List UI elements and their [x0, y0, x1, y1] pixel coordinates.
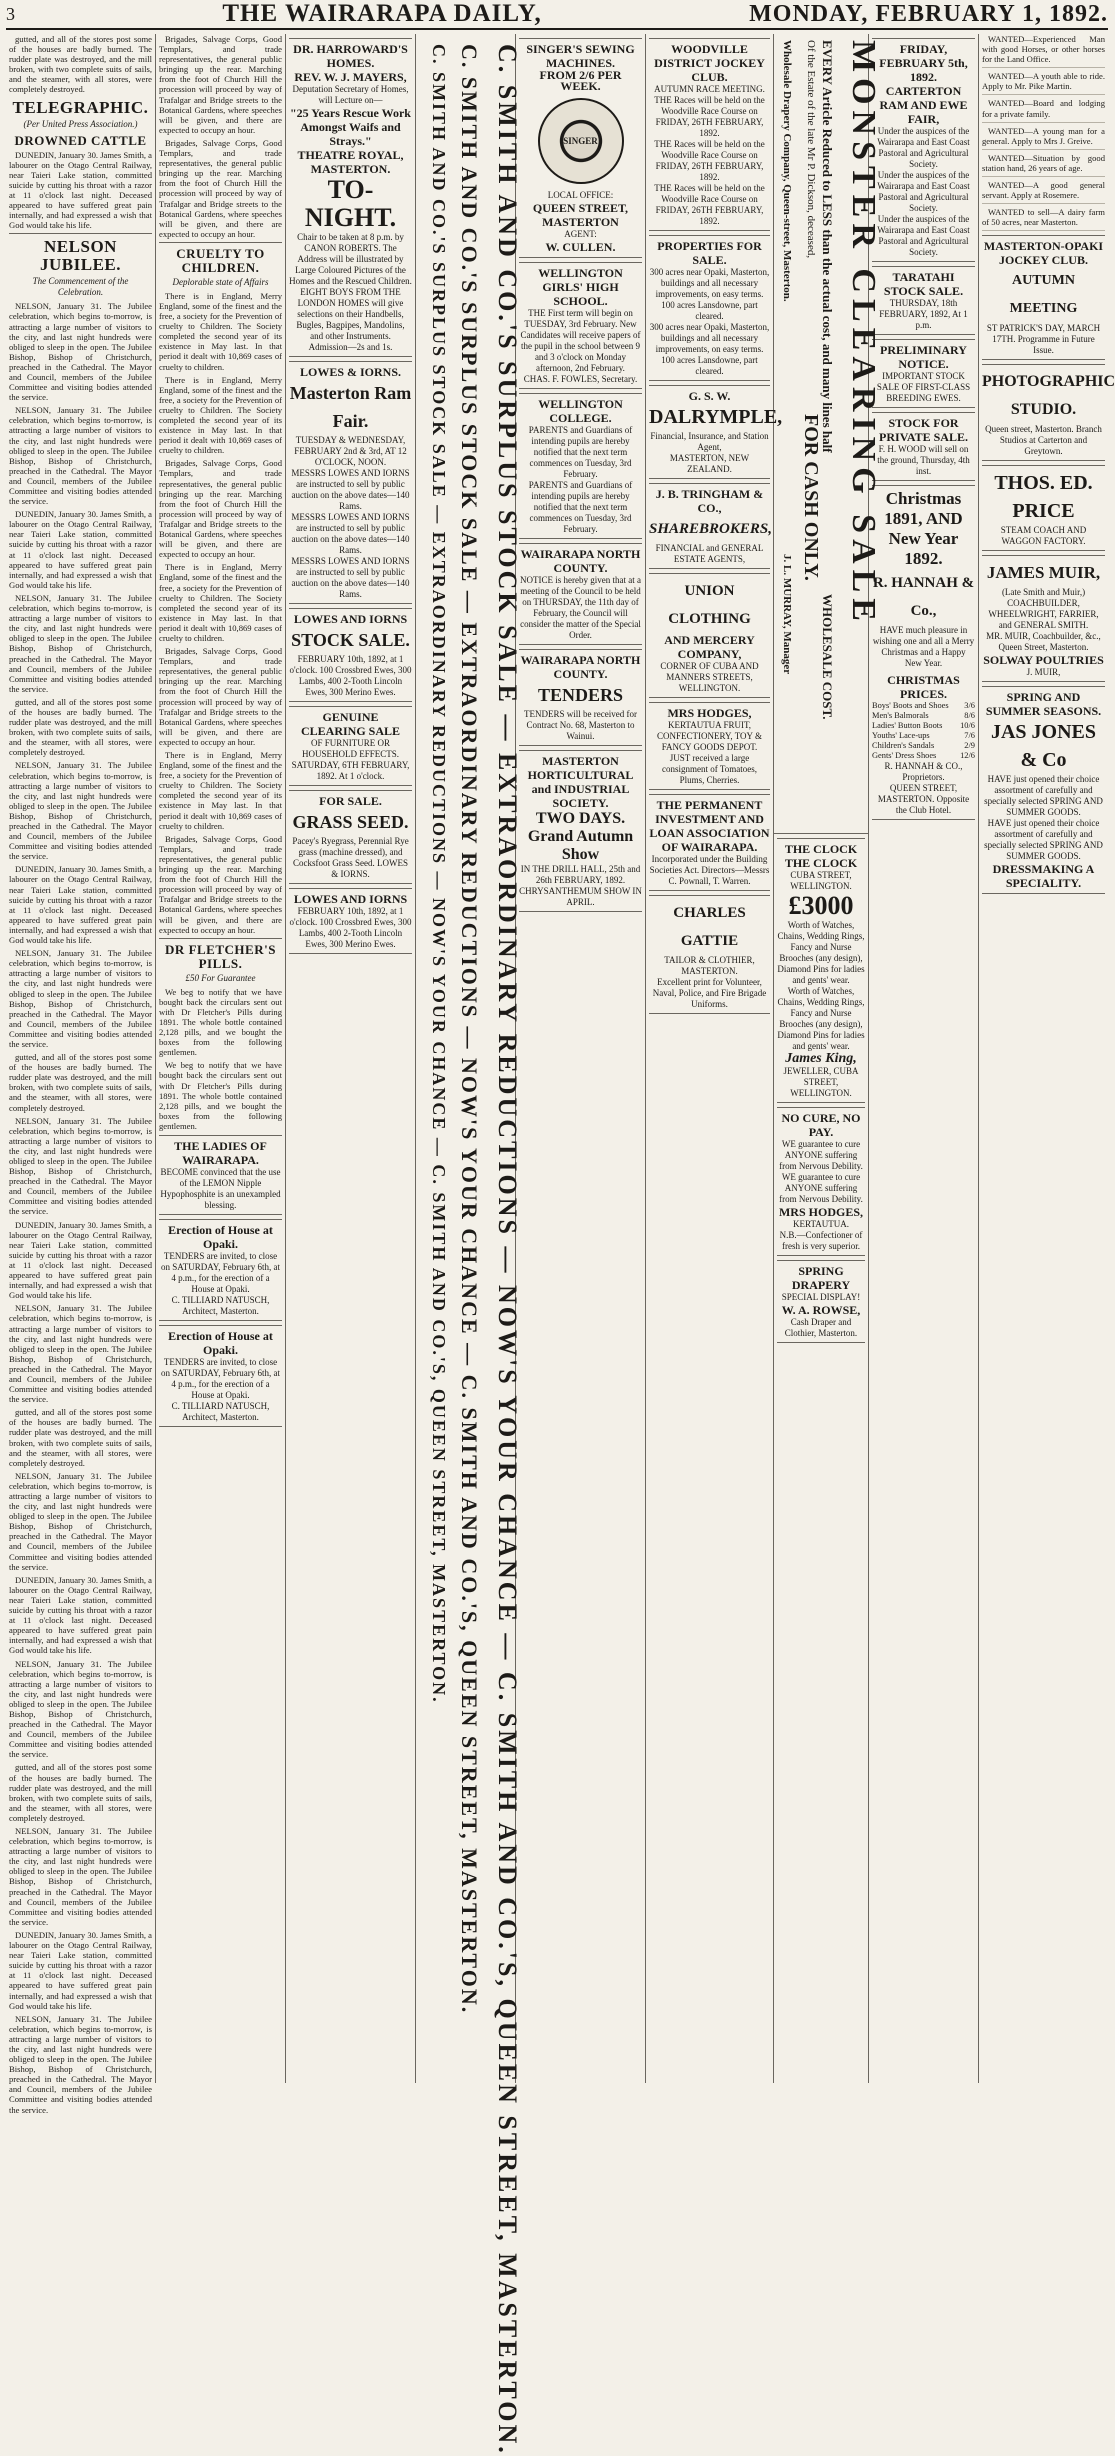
hodges2-heading: MRS HODGES, [778, 1205, 863, 1219]
stock-agents-2: LOWES AND IORNS [293, 892, 408, 906]
hodges-ad [649, 702, 770, 790]
nelson-text-11: DUNEDIN, January 30. James Smith, a labourer on the Otago Central Railway, near Taieri Lake station, committed suicide by cutting his throat with a razor at 11 o'clock last night. Deceased appeared to have suffered great pain internally, and had expressed a wish that God would take his life. [9, 1219, 153, 1301]
gattie-sub: TAILOR & CLOTHIER, MASTERTON. [664, 955, 755, 976]
grass-seed-text: Pacey's Ryegrass, Perennial Rye grass (machine dressed), and Cocksfoot Grass Seed. LOWES & IORNS. [292, 836, 409, 879]
price-item-value: 2/9 [964, 741, 975, 750]
wanted-ad: WANTED to sell—A dairy farm of 50 acres, near Masterton. [982, 207, 1105, 231]
ladies-ad [159, 1135, 282, 1215]
nelson-text-13: gutted, and all of the stores post some of the houses are badly burned. The rudder plate was destroyed, and the mill broken, with two complete suits of sails, and the steamer, with all stores, were completely destroyed. [9, 1407, 152, 1468]
jockey-text: ST PATRICK'S DAY, MARCH 17TH. Programme in Future Issue. [986, 323, 1101, 356]
column-4-vertical-ad [416, 34, 522, 2456]
price-row [872, 741, 975, 751]
taratahi-heading: TARATAHI STOCK SALE. [883, 270, 964, 298]
photo-text: Queen street, Masterton. Branch Studios at Carterton and Greytown. [985, 424, 1102, 457]
nelson-text-9: gutted, and all of the stores post some of the houses are badly burned. The rudder plate was destroyed, and the mill broken, with two complete suits of sails, and the steamer, with all stores, were completely destroyed. [9, 1052, 152, 1113]
ram-fair-title: Masterton Ram Fair. [289, 383, 412, 431]
column-9 [979, 34, 1115, 2083]
photo-heading: PHOTOGRAPHIC STUDIO. [982, 373, 1115, 419]
prelim-heading: PRELIMINARY NOTICE. [880, 343, 967, 371]
carterton-text: Under the auspices of the Wairarapa and East Coast Pastoral and Agricultural Society. [877, 126, 970, 169]
price-item-value: 10/6 [960, 721, 975, 730]
homes-text: Deputation Secretary of Homes, will Lecture on— [292, 84, 409, 105]
cruelty-heading: CRUELTY TO CHILDREN. [176, 245, 265, 275]
wanted-ad: WANTED—Situation by good station hand, 26 years of age. [982, 153, 1105, 177]
solway-sub: J. MUIR, [1026, 667, 1061, 678]
column-7 [774, 34, 882, 2083]
stock-sale-text-2: FEBRUARY 10th, 1892, at 1 o'clock. 100 Crossbred Ewes, 300 Lambs, 400 2-Tooth Lincoln Ewes, 300 Merino Ewes. [289, 906, 412, 949]
price-factory-ad [982, 465, 1105, 551]
college-ad [519, 393, 642, 539]
hannah-name: R. HANNAH & Co., [872, 575, 975, 619]
homes-quote: "25 Years Rescue Work Amongst Waifs and Strays." [290, 106, 411, 148]
girls-school-sign: CHAS. F. FOWLES, Secretary. [523, 374, 638, 384]
drowning-text: DUNEDIN, January 30. James Smith, a labourer on the Otago Central Railway, near Taieri Lake station, committed suicide by cutting his throat with a razor at 11 o'clock last night. Deceased appeared to have suffered great pain internally, and had expressed a wish that God would take his life. [9, 149, 153, 231]
jockey-heading: MASTERTON-OPAKI JOCKEY CLUB. [983, 239, 1104, 268]
singer-heading: SINGER'S SEWING MACHINES. [526, 42, 635, 70]
woodville-text-3: THE Races will be held on the Woodville Race Course on FRIDAY, 26TH FEBRUARY, 1892. [654, 183, 765, 226]
clock-sub: CUBA STREET, WELLINGTON. [790, 870, 852, 891]
architect-name: C. TILLIARD NATUSCH, Architect, Masterton. [171, 1295, 270, 1316]
dalrymple-place: MASTERTON, NEW ZEALAND. [669, 453, 750, 474]
tonight-label: TO-NIGHT. [304, 175, 397, 232]
prices-heading: CHRISTMAS PRICES. [887, 673, 960, 701]
tenders-title: TENDERS [537, 685, 624, 705]
permanent-heading: THE PERMANENT INVESTMENT AND LOAN ASSOCIATION OF WAIRARAPA. [649, 798, 770, 854]
erection-ad [159, 1219, 282, 1321]
erection-heading: Erection of House at Opaki. [168, 1223, 273, 1251]
monster-sale-ad [774, 34, 882, 834]
telegraphic-sub: (Per United Press Association.) [23, 118, 138, 129]
article-intro: gutted, and all of the stores post some of the houses are badly burned. The rudder plate was destroyed, and the mill broken, with two complete suits of sails, and the steamer, with all stores, were completely destroyed. [9, 34, 152, 95]
dalrymple-initials: G. S. W. [688, 389, 731, 403]
singer-ad [519, 38, 642, 258]
erection-ad-2 [159, 1325, 282, 1427]
erection-heading-2: Erection of House at Opaki. [168, 1329, 273, 1357]
price-list [872, 701, 975, 761]
girls-school-heading: WELLINGTON GIRLS' HIGH SCHOOL. [538, 266, 623, 308]
price-item-value: 12/6 [960, 751, 975, 760]
price-row [872, 731, 975, 741]
show-text: IN THE DRILL HALL, 25th and 26th FEBRUARY, 1892. CHRYSANTHEMUM SHOW IN APRIL. [519, 864, 642, 907]
carterton-fair-ad [872, 38, 975, 262]
price-item-name: Youths' Lace-ups [872, 731, 930, 740]
cruelty-text-2: There is in England, Merry England, some of the finest and the free, a society for the Prevention of cruelty to Children. The Society completed the second year of its existence in May last. In that period it dealt with 10,869 cases of cruelty to children. [159, 374, 282, 456]
ladies-heading: THE LADIES OF WAIRARAPA. [174, 1139, 267, 1167]
hannah-manager: R. HANNAH & CO., Proprietors. [884, 761, 963, 782]
clock-heading: THE CLOCK THE CLOCK [784, 842, 858, 870]
monster-company: Wholesale Drapery Company, Queen-street, Masterton. [781, 40, 793, 302]
erection-text: TENDERS are invited, to close on SATURDAY, February 6th, at 4 p.m., for the erection of a House at Opaki. [160, 1251, 280, 1294]
nocure-ad [777, 1107, 865, 1256]
nelson-text-14: NELSON, January 31. The Jubilee celebration, which begins to-morrow, is attracting a large number of visitors to the city, and last night hundreds were obliged to sleep in the open. The Jubilee Bishop, Bishop of Christchurch, preached in the Cathedral. The Mayor and Council, members of the Jubilee Committee and visiting bodies attended the service. [9, 1470, 152, 1572]
gattie-heading: CHARLES GATTIE [673, 905, 746, 949]
ram-agents: LOWES & IORNS. [299, 365, 402, 379]
show-ad [519, 750, 642, 912]
monster-estate: Of the Estate of the late Mr P. Dickson, deceased, [805, 40, 817, 259]
carterton-text-3: Under the auspices of the Wairarapa and East Coast Pastoral and Agricultural Society. [877, 214, 970, 257]
properties-text: 300 acres near Opaki, Masterton, buildings and all necessary improvements, on easy terms. 100 acres Lansdowne, part cleared. [649, 267, 770, 321]
cruelty-text-6: There is in England, Merry England, some of the finest and the free, a society for the Prevention of cruelty to Children. The Society completed the second year of its existence in May last. In that period it dealt with 10,869 cases of cruelty to children. [159, 750, 282, 831]
hodges2-text: N.B.—Confectioner of fresh is very superior. [779, 1230, 863, 1251]
rowse-sub: Cash Draper and Clothier, Masterton. [784, 1317, 858, 1338]
price-item-value: 8/6 [964, 711, 975, 720]
nelson-text-2: NELSON, January 31. The Jubilee celebration, which begins to-morrow, is attracting a large number of visitors to the city, and last night hundreds were obliged to sleep in the open. The Jubilee Bishop, Bishop of Christchurch, preached in the Cathedral. The Mayor and Council, members of the Jubilee Committee and visiting bodies attended the service. [9, 405, 152, 507]
local-office-place: QUEEN STREET, MASTERTON [532, 201, 629, 229]
rowse-name: W. A. ROWSE, [781, 1303, 861, 1317]
hodges2-sub: KERTAUTUA. [793, 1219, 849, 1229]
nelson-text-20: NELSON, January 31. The Jubilee celebration, which begins to-morrow, is attracting a large number of visitors to the city, and last night hundreds were obliged to sleep in the open. The Jubilee Bishop, Bishop of Christchurch, preached in the Cathedral. The Mayor and Council, members of the Jubilee Committee and visiting bodies attended the service. [9, 2013, 152, 2115]
prelim-ad [872, 339, 975, 408]
telegraphic-heading: TELEGRAPHIC. [12, 97, 149, 117]
hodges-heading: MRS HODGES, [667, 706, 752, 720]
fletcher-heading: DR FLETCHER'S PILLS. [165, 941, 276, 971]
clearing-date: SATURDAY, 6TH FEBRUARY, 1892. At 1 o'clock. [291, 760, 410, 781]
nelson-text-12: NELSON, January 31. The Jubilee celebration, which begins to-morrow, is attracting a large number of visitors to the city, and last night hundreds were obliged to sleep in the open. The Jubilee Bishop, Bishop of Christchurch, preached in the Cathedral. The Mayor and Council, members of the Jubilee Committee and visiting bodies attended the service. [9, 1303, 152, 1405]
prelim-text: IMPORTANT STOCK SALE OF FIRST-CLASS BREEDING EWES. [876, 371, 971, 403]
college-heading: WELLINGTON COLLEGE. [538, 397, 623, 425]
properties-heading: PROPERTIES FOR SALE. [657, 239, 762, 267]
properties-text-2: 300 acres near Opaki, Masterton, buildings and all necessary improvements, on easy terms. 100 acres Lansdowne, part cleared. [649, 322, 770, 376]
carterton-date: FRIDAY, FEBRUARY 5th, 1892. [879, 42, 968, 84]
cruelty-text-4: There is in England, Merry England, some of the finest and the free, a society for the Prevention of cruelty to Children. The Society completed the second year of its existence in May last. In that period it dealt with 10,869 cases of cruelty to children. [159, 562, 282, 643]
wanted-ad: WANTED—A youth able to ride. Apply to Mr. Pike Martin. [982, 71, 1105, 95]
christmas-heading: Christmas 1891, AND New Year 1892. [884, 489, 963, 568]
cruelty-text-3: Brigades, Salvage Corps, Good Templars, and trade representatives, the general public bringing up the rear. Marching from the foot of Church Hill the procession will proceed by way of Trafalgar and Bridge streets to the Botanical Gardens, where speeches will be given, and there are expected to occupy an hour. [159, 458, 282, 560]
for-sale-heading: FOR SALE. [319, 794, 382, 808]
north-county-text: NOTICE is hereby given that at a meeting of the Council to be held on THURSDAY, the 11th day of February, the Council will consider the matter of the Special Order. [520, 575, 641, 640]
show-title: TWO DAYS. Grand Autumn Show [527, 810, 634, 863]
jockey-club-ad [982, 235, 1105, 360]
carterton-text-2: Under the auspices of the Wairarapa and East Coast Pastoral and Agricultural Society. [877, 170, 970, 213]
newspaper-title: THE WAIRARAPA DAILY, [222, 0, 542, 27]
divider [9, 233, 152, 234]
nocure-text-2: WE guarantee to cure ANYONE suffering from Nervous Debility. [779, 1172, 863, 1204]
cruelty-text-7: Brigades, Salvage Corps, Good Templars, and trade representatives, the general public bringing up the rear. Marching from the foot of Church Hill the procession will proceed by way of Trafalgar and Bridge streets to the Botanical Gardens, where speeches will be given, and there are expected to occupy an hour. [159, 833, 282, 935]
north-county-ad [519, 543, 642, 645]
nelson-text-19: DUNEDIN, January 30. James Smith, a labourer on the Otago Central Railway, near Taieri Lake station, committed suicide by cutting his throat with a razor at 11 o'clock last night. Deceased appeared to have suffered great pain internally, and had expressed a wish that God would take his life. [9, 1929, 153, 2011]
clock-ad [777, 838, 865, 1103]
ram-fair-body-3: MESSRS LOWES AND IORNS are instructed to sell by public auction on the above dates—140 Rams. [291, 556, 410, 599]
price-item-value: 7/6 [964, 731, 975, 740]
theatre-heading: THEATRE ROYAL, MASTERTON. [297, 148, 404, 176]
homes-heading: DR. HARROWARD'S HOMES. [293, 42, 408, 70]
divider [159, 938, 282, 939]
jones-name: JAS JONES & Co [990, 721, 1097, 772]
drowning-heading: DROWNED CATTLE [14, 132, 147, 148]
spring-drapery-sub: SPECIAL DISPLAY! [781, 1292, 861, 1302]
wanted-ad: WANTED—A good general servant. Apply at Rosemere. [982, 180, 1105, 204]
price-row [872, 711, 975, 721]
north-county-heading: WAIRARAPA NORTH COUNTY. [520, 547, 641, 575]
price-item-value: 3/6 [964, 701, 975, 710]
column-3 [286, 34, 416, 2083]
price-row [872, 751, 975, 761]
cruelty-text-5: Brigades, Salvage Corps, Good Templars, and trade representatives, the general public bringing up the rear. Marching from the foot of Church Hill the procession will proceed by way of Trafalgar and Bridge streets to the Botanical Gardens, where speeches will be given, and there are expected to occupy an hour. [159, 646, 282, 747]
tringham-ad [649, 483, 770, 569]
fletcher-text: We beg to notify that we have bought back the circulars sent out with Dr Fletcher's Pills during 1891. The whole bottle contained 2,128 pills, and we bought the boxes from the following gentlemen. [159, 986, 282, 1058]
girls-school-text: THE First term will begin on TUESDAY, 3rd February. New Candidates will receive papers of the pupil in the school between 9 and 3 o'clock on Monday afternoon, 2nd February. [520, 308, 641, 373]
nelson-heading: NELSON JUBILEE. [40, 237, 121, 275]
ram-fair-body: MESSRS LOWES AND IORNS are instructed to sell by public auction on the above dates—140 Rams. [291, 468, 410, 511]
price-heading: THOS. ED. PRICE [994, 472, 1093, 523]
ram-fair-date: TUESDAY & WEDNESDAY, FEBRUARY 2nd & 3rd, AT 12 O'CLOCK, NOON. [294, 435, 407, 467]
prize-text-2: Worth of Watches, Chains, Wedding Rings, Fancy and Nurse Brooches (any design), Diamond Pins for ladies and gents' wear. [777, 986, 865, 1051]
tringham-title: SHAREBROKERS, [649, 521, 772, 537]
tenders-text: TENDERS will be received for Contract No. 68, Masterton to Wainui. [524, 709, 637, 741]
dalrymple-name: DALRYMPLE, [649, 406, 783, 428]
king-sub: JEWELLER, CUBA STREET, WELLINGTON. [783, 1066, 859, 1098]
stock-sale-title: STOCK SALE. [291, 630, 410, 650]
jones-text: HAVE just opened their choice assortment of carefully and specially selected SPRING AND SUMMER GOODS. [984, 774, 1103, 818]
procession-text-2: Brigades, Salvage Corps, Good Templars, and trade representatives, the general public bringing up the rear. Marching from the foot of Church Hill the procession will proceed by way of Trafalgar and Bridge streets to the Botanical Gardens, where speeches will be given, and there are expected to occupy an hour. [159, 137, 282, 239]
muir-text: MR. MUIR, Coachbuilder, &c., Queen Street, Masterton. [986, 631, 1101, 653]
local-office-label: LOCAL OFFICE: [547, 190, 614, 200]
fletcher-text-2: We beg to notify that we have bought back the circulars sent out with Dr Fletcher's Pills during 1891. The whole bottle contained 2,128 pills, and we bought the boxes from the following gentlemen. [159, 1060, 282, 1131]
show-society: MASTERTON HORTICULTURAL and INDUSTRIAL SOCIETY. [527, 754, 634, 810]
price-sub: STEAM COACH AND WAGGON FACTORY. [1000, 525, 1087, 547]
private-heading: STOCK FOR PRIVATE SALE. [879, 416, 968, 444]
woodville-ad [649, 38, 770, 231]
price-item-name: Men's Balmorals [872, 711, 929, 720]
jockey-meeting: AUTUMN MEETING [1009, 273, 1078, 317]
smith-vertical-ad-2: C. SMITH AND CO.'S SURPLUS STOCK SALE — EXTRAORDINARY REDUCTIONS — NOW'S YOUR CHANCE — C. SMITH AND CO.'S, QUEEN STREET, MASTERTON. [457, 44, 482, 2015]
clearing-heading: GENUINE CLEARING SALE [300, 710, 401, 738]
admission: Admission—2s and 1s. [308, 342, 393, 352]
homes-ad [289, 38, 412, 357]
college-text-2: PARENTS and Guardians of intending pupils are hereby notified that the next term commences on Tuesday, 3rd February. [528, 480, 633, 534]
spring-drapery-ad [777, 1260, 865, 1343]
prize-amount: £3000 [788, 891, 854, 920]
clearing-sub: OF FURNITURE OR HOUSEHOLD EFFECTS. [301, 738, 399, 759]
singer-price: FROM 2/6 PER WEEK. [539, 68, 622, 93]
price-row [872, 701, 975, 711]
taratahi-ad [872, 266, 975, 335]
tringham-name: J. B. TRINGHAM & CO., [655, 487, 764, 515]
taratahi-text: THURSDAY, 18th FEBRUARY, 1892, At 1 p.m. [879, 298, 968, 330]
wanted-ad: WANTED—A young man for a general. Apply to Mrs J. Greive. [982, 126, 1105, 150]
permanent-ad [649, 794, 770, 891]
nelson-text-17: gutted, and all of the stores post some of the houses are badly burned. The rudder plate was destroyed, and the mill broken, with two complete suits of sails, and the steamer, with all stores, were completely destroyed. [9, 1762, 152, 1823]
union-text: CORNER OF CUBA AND MANNERS STREETS, WELLINGTON. [660, 661, 759, 693]
fletcher-sub: £50 For Guarantee [185, 972, 256, 983]
dressmaking-footer: DRESSMAKING A SPECIALITY. [992, 862, 1095, 891]
private-text: F. H. WOOD will sell on the ground, Thursday, 4th inst. [877, 444, 970, 476]
nelson-text-5: gutted, and all of the stores post some of the houses are badly burned. The rudder plate was destroyed, and the mill broken, with two complete suits of sails, and the steamer, with all stores, were completely destroyed. [9, 696, 152, 758]
college-text: PARENTS and Guardians of intending pupils are hereby notified that the next term commences on Tuesday, 3rd February. [528, 425, 633, 479]
column-6 [646, 34, 783, 2083]
photo-studio-ad [982, 364, 1115, 461]
nelson-text-7: DUNEDIN, January 30. James Smith, a labourer on the Otago Central Railway, near Taieri Lake station, committed suicide by cutting his throat with a razor at 11 o'clock last night. Deceased appeared to have suffered great pain internally, and had expressed a wish that God would take his life. [9, 864, 153, 946]
ram-fair-body-2: MESSRS LOWES AND IORNS are instructed to sell by public auction on the above dates—140 Rams. [291, 512, 410, 555]
stock-agents: LOWES AND IORNS [293, 612, 408, 626]
nelson-text-15: DUNEDIN, January 30. James Smith, a labourer on the Otago Central Railway, near Taieri Lake station, committed suicide by cutting his throat with a razor at 11 o'clock last night. Deceased appeared to have suffered great pain internally, and had expressed a wish that God would take his life. [9, 1574, 153, 1656]
stock-sale-ad [289, 608, 412, 702]
nelson-text-4: NELSON, January 31. The Jubilee celebration, which begins to-morrow, is attracting a large number of visitors to the city, and last night hundreds were obliged to sleep in the open. The Jubilee Bishop, Bishop of Christchurch, preached in the Cathedral. The Mayor and Council, members of the Jubilee Committee and visiting bodies attended the service. [9, 592, 152, 694]
hodges-text: JUST received a large consignment of Tomatoes, Plums, Cherries. [662, 753, 757, 785]
union-ad [649, 573, 770, 698]
solway-heading: SOLWAY POULTRIES [983, 653, 1104, 668]
erection-text-2: TENDERS are invited, to close on SATURDAY, February 6th, at 4 p.m., for the erection of a House at Opaki. [160, 1357, 280, 1400]
wanted-ad: WANTED—Board and lodging for a private family. [982, 98, 1105, 122]
permanent-text: Incorporated under the Building Societies Act. Directors—Messrs C. Pownall, T. Warren. [649, 854, 770, 886]
dalrymple-ad [649, 385, 783, 479]
column-8 [869, 34, 979, 2083]
stock-sale-text: FEBRUARY 10th, 1892, at 1 o'clock. 100 Crossbred Ewes, 300 Lambs, 400 2-Tooth Lincoln Ewes, 300 Merino Ewes. [289, 654, 412, 697]
column-1 [6, 34, 156, 2115]
page-number: 3 [6, 3, 15, 24]
sewing-machine-icon [538, 98, 624, 184]
nelson-text-6: NELSON, January 31. The Jubilee celebration, which begins to-morrow, is attracting a large number of visitors to the city, and last night hundreds were obliged to sleep in the open. The Jubilee Bishop, Bishop of Christchurch, preached in the Cathedral. The Mayor and Council, members of the Jubilee Committee and visiting bodies attended the service. [9, 760, 152, 862]
masthead [6, 0, 1108, 30]
woodville-sub: AUTUMN RACE MEETING. [654, 84, 765, 94]
divider [159, 242, 282, 243]
ladies-text: BECOME convinced that the use of the LEMON Nipple Hypophosphite is an unexampled blessing. [160, 1167, 281, 1210]
cruelty-text: There is in England, Merry England, some of the finest and the free, a society for the Prevention of cruelty to Children. The Society completed the second year of its existence in May last. In that period it dealt with 10,869 cases of cruelty to children. [159, 290, 282, 372]
nocure-text: WE guarantee to cure ANYONE suffering from Nervous Debility. [779, 1139, 863, 1171]
nelson-text-3: DUNEDIN, January 30. James Smith, a labourer on the Otago Central Railway, near Taieri Lake station, committed suicide by cutting his throat with a razor at 11 o'clock last night. Deceased appeared to have suffered great pain internally, and had expressed a wish that God would take his life. [9, 509, 153, 590]
nelson-text-18: NELSON, January 31. The Jubilee celebration, which begins to-morrow, is attracting a large number of visitors to the city, and last night hundreds were obliged to sleep in the open. The Jubilee Bishop, Bishop of Christchurch, preached in the Cathedral. The Mayor and Council, members of the Jubilee Committee and visiting bodies attended the service. [9, 1826, 152, 1927]
columns [6, 34, 1115, 2456]
spring-summer-heading: SPRING AND SUMMER SEASONS. [985, 690, 1102, 719]
price-item-name: Gents' Dress Shoes [872, 751, 937, 760]
agent-label: AGENT: [564, 229, 597, 239]
ram-fair-ad [289, 361, 412, 604]
grass-seed-ad [289, 790, 412, 884]
price-row [872, 721, 975, 731]
muir-ad [982, 555, 1105, 682]
union-heading: UNION CLOTHING [668, 583, 751, 627]
theatre-text: Chair to be taken at 8 p.m. by CANON ROBERTS. The Address will be illustrated by Large Coloured Pictures of the Homes and the Rescued Children. EIGHT BOYS FROM THE LONDON HOMES will give selections on their Handbells, Bugles, Bagpipes, Mandolins, and other Instruments. [289, 232, 412, 341]
column-2 [156, 34, 286, 2083]
gattie-ad [649, 895, 770, 1014]
woodville-heading: WOODVILLE DISTRICT JOCKEY CLUB. [654, 42, 765, 84]
private-sale-ad [872, 412, 975, 481]
grass-seed-title: GRASS SEED. [292, 812, 409, 832]
woodville-text-2: THE Races will be held on the Woodville Race Course on FRIDAY, 26TH FEBRUARY, 1892. [654, 139, 765, 182]
issue-date: MONDAY, FEBRUARY 1, 1892. [749, 0, 1108, 27]
nelson-text-8: NELSON, January 31. The Jubilee celebration, which begins to-morrow, is attracting a large number of visitors to the city, and last night hundreds were obliged to sleep in the open. The Jubilee Bishop, Bishop of Christchurch, preached in the Cathedral. The Mayor and Council, members of the Jubilee Committee and visiting bodies attended the service. [9, 948, 152, 1049]
king-name: James King, [785, 1051, 857, 1066]
agent-name: W. CULLEN. [545, 240, 616, 254]
nocure-heading: NO CURE, NO PAY. [781, 1111, 861, 1139]
nelson-text-10: NELSON, January 31. The Jubilee celebration, which begins to-morrow, is attracting a large number of visitors to the city, and last night hundreds were obliged to sleep in the open. The Jubilee Bishop, Bishop of Christchurch, preached in the Cathedral. The Mayor and Council, members of the Jubilee Committee and visiting bodies attended the service. [9, 1115, 152, 1217]
girls-school-ad [519, 262, 642, 389]
stock-sale-ad-2 [289, 888, 412, 954]
tenders-county: WAIRARAPA NORTH COUNTY. [520, 653, 641, 681]
tringham-sub: FINANCIAL and GENERAL ESTATE AGENTS, [655, 543, 764, 564]
wanted-ad: WANTED—Experienced Man with good Horses, or other horses for the Land Office. [982, 34, 1105, 68]
monster-sale-title: MONSTER CLEARING SALE [845, 40, 882, 627]
tenders-ad [519, 649, 642, 746]
cruelty-sub: Deplorable state of Affairs [172, 276, 269, 287]
nelson-sub: The Commencement of the Celebration. [32, 276, 129, 298]
column-5 [516, 34, 646, 2083]
smith-vertical-ad-3: C. SMITH AND CO.'S SURPLUS STOCK SALE — EXTRAORDINARY REDUCTIONS — NOW'S YOUR CHANCE — C. SMITH AND CO.'S, QUEEN STREET, MASTERTON. [429, 44, 449, 1704]
spring-drapery-heading: SPRING DRAPERY [791, 1264, 851, 1292]
architect-name-2: C. TILLIARD NATUSCH, Architect, Masterton. [171, 1401, 270, 1422]
price-item-name: Children's Sandals [872, 741, 935, 750]
jones-ad [982, 686, 1105, 894]
monster-manager: J. L. MURRAY, Manager [781, 554, 793, 675]
jones-text-2: HAVE just opened their choice assortment of carefully and specially selected SPRING AND SUMMER GOODS. [984, 818, 1103, 862]
union-sub: AND MERCERY COMPANY, [664, 633, 755, 661]
carterton-title: CARTERTON RAM AND EWE FAIR, [879, 84, 968, 126]
woodville-text: THE Races will be held on the Woodville Race Course on FRIDAY, 26TH FEBRUARY, 1892. [654, 95, 765, 138]
procession-text: Brigades, Salvage Corps, Good Templars, and trade representatives, the general public bringing up the rear. Marching from the foot of Church Hill the procession will proceed by way of Trafalgar and Bridge streets to the Botanical Gardens, where speeches will be given, and there are expected to occupy an hour. [159, 34, 282, 135]
homes-lecturer: REV. W. J. MAYERS, [294, 70, 407, 84]
christmas-ad [872, 485, 975, 820]
properties-ad [649, 235, 770, 381]
prize-text: Worth of Watches, Chains, Wedding Rings, Fancy and Nurse Brooches (any design), Diamond Pins for ladies and gents' wear. [777, 920, 865, 985]
muir-heading: JAMES MUIR, [986, 563, 1101, 583]
nelson-text: NELSON, January 31. The Jubilee celebration, which begins to-morrow, is attracting a large number of visitors to the city, and last night hundreds were obliged to sleep in the open. The Jubilee Bishop, Bishop of Christchurch, preached in the Cathedral. The Mayor and Council, members of the Jubilee Committee and visiting bodies attended the service. [9, 301, 152, 403]
singer-label: SINGER [563, 136, 598, 146]
monster-every: EVERY Article Reduced to LESS than the actual cost, and many lines half [820, 40, 835, 453]
dalrymple-sub: Financial, Insurance, and Station Agent, [650, 431, 769, 452]
muir-sub: (Late Smith and Muir,) COACHBUILDER, WHEELWRIGHT, FARRIER, and GENERAL SMITH. [988, 587, 1099, 631]
monster-wholesale: WHOLESALE COST. [820, 594, 835, 720]
gattie-text: Excellent print for Volunteer, Naval, Police, and Fire Brigade Uniforms. [652, 977, 767, 1009]
price-item-name: Ladies' Button Boots [872, 721, 943, 730]
hodges-sub: KERTAUTUA FRUIT, CONFECTIONERY, TOY & FANCY GOODS DEPOT. [657, 720, 762, 752]
nelson-text-16: NELSON, January 31. The Jubilee celebration, which begins to-morrow, is attracting a large number of visitors to the city, and last night hundreds were obliged to sleep in the open. The Jubilee Bishop, Bishop of Christchurch, preached in the Cathedral. The Mayor and Council, members of the Jubilee Committee and visiting bodies attended the service. [9, 1658, 152, 1760]
clearing-ad [289, 706, 412, 786]
hannah-address: QUEEN STREET, MASTERTON. Opposite the Club Hotel. [877, 783, 970, 815]
christmas-text: HAVE much pleasure in wishing one and all a Merry Christmas and a Happy New Year. [872, 625, 975, 668]
price-item-name: Boys' Boots and Shoes [872, 701, 949, 710]
wanted-list [982, 34, 1105, 231]
smith-vertical-ad: C. SMITH AND CO.'S SURPLUS STOCK SALE — EXTRAORDINARY REDUCTIONS — NOW'S YOUR CHANCE — C. SMITH AND CO.'S, QUEEN STREET, MASTERTON. [493, 44, 522, 2456]
monster-cash: FOR CASH ONLY. [800, 414, 822, 581]
